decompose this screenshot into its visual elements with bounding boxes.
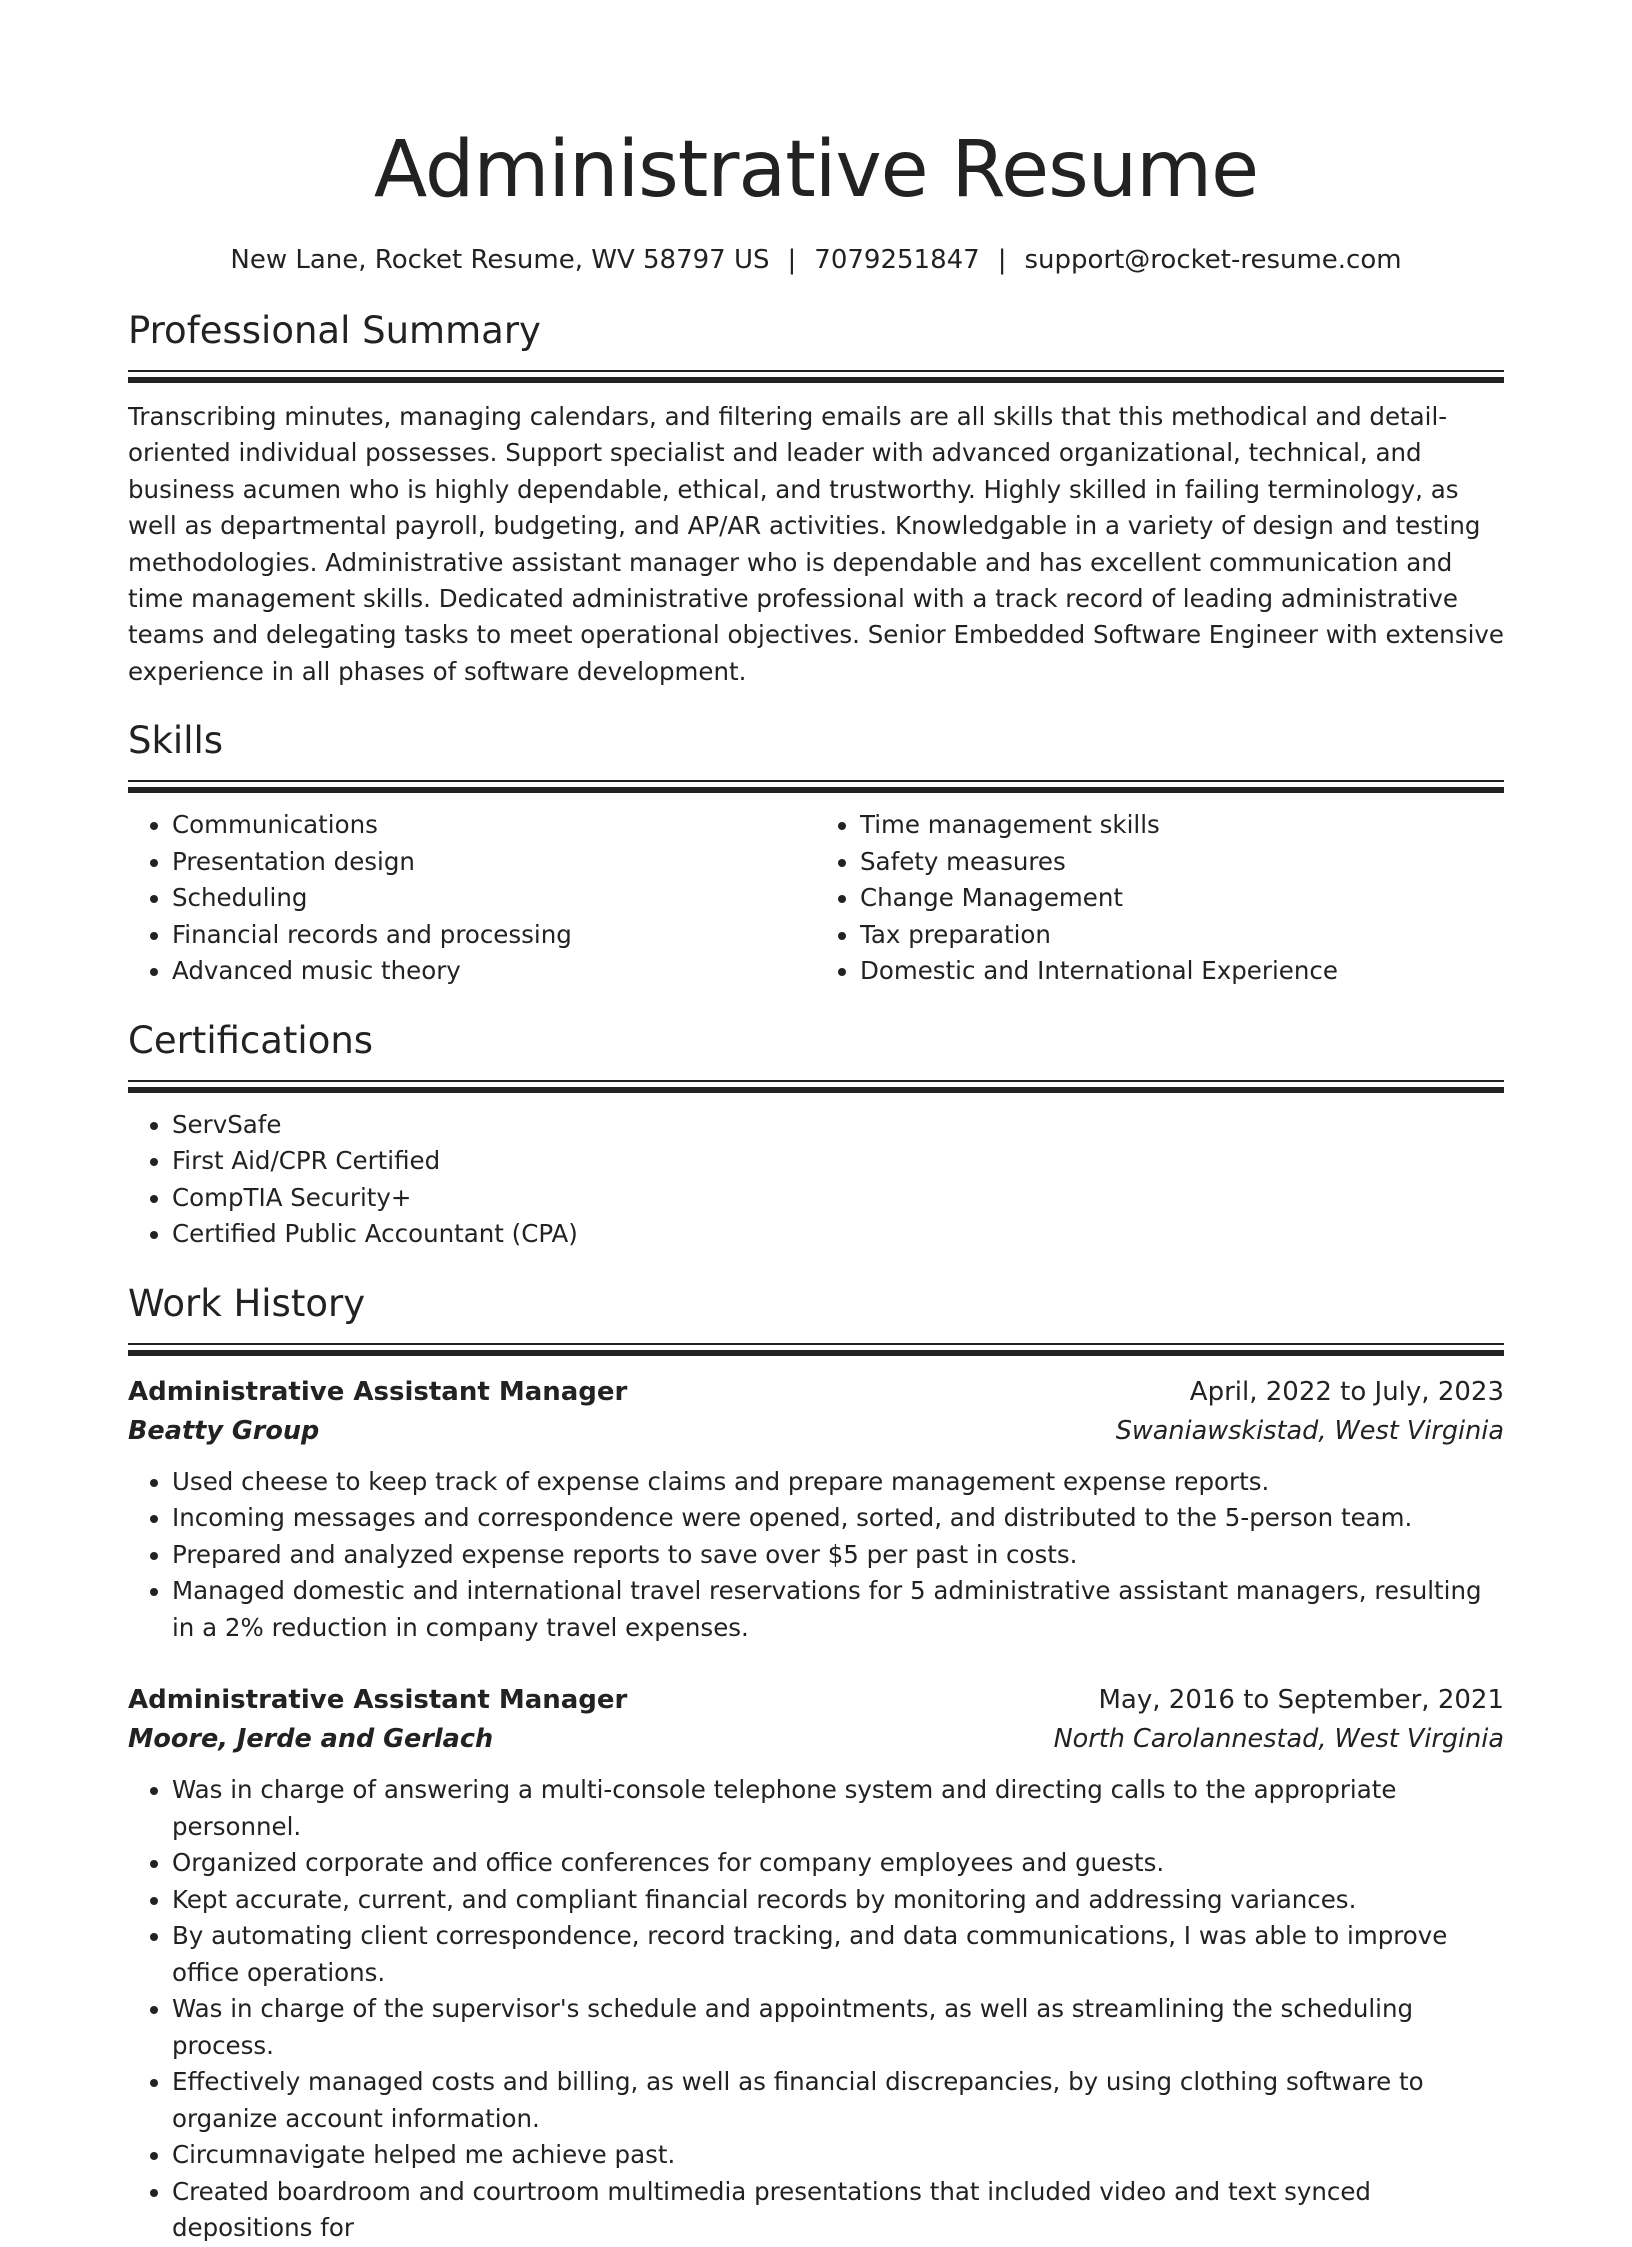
section-divider — [128, 1080, 1504, 1093]
skill-item: • Scheduling — [172, 880, 816, 917]
certifications-section — [128, 1016, 1504, 1253]
skill-item: • Time management skills — [860, 807, 1504, 844]
contact-line — [128, 242, 1504, 278]
job-bullet: • Used cheese to keep track of expense claims and prepare management expense reports. — [172, 1464, 1504, 1501]
job-list — [128, 1372, 1504, 2247]
contact-email: support@rocket-resume.com — [1024, 245, 1402, 275]
skills-section — [128, 716, 1504, 990]
skills-columns — [128, 807, 1504, 990]
job-title: Administrative Assistant Manager — [128, 1376, 628, 1407]
skill-item: • Tax preparation — [860, 917, 1504, 954]
job-company: Beatty Group — [128, 1415, 320, 1446]
contact-phone: 7079251847 — [814, 245, 980, 275]
contact-separator: | — [787, 245, 797, 275]
job-header-row — [128, 1372, 1504, 1412]
job-location: Swaniawskistad, West Virginia — [1115, 1415, 1504, 1446]
resume-title: Administrative Resume — [373, 125, 1259, 215]
section-heading-work-history: Work History — [128, 1281, 366, 1325]
job-bullet: • Prepared and analyzed expense reports to save over $5 per past in costs. — [172, 1537, 1504, 1574]
certification-item: • First Aid/CPR Certified — [172, 1143, 1504, 1180]
job-bullet: • By automating client correspondence, record tracking, and data communications, I was able to improve office operations. — [172, 1918, 1504, 1991]
section-divider — [128, 370, 1504, 383]
job-title: Administrative Assistant Manager — [128, 1685, 628, 1716]
job-bullet: • Was in charge of the supervisor's schedule and appointments, as well as streamlining the scheduling process. — [172, 1991, 1504, 2064]
job-bullet: • Effectively managed costs and billing, as well as financial discrepancies, by using clothing software to organize account information. — [172, 2064, 1504, 2137]
job-bullet: • Managed domestic and international travel reservations for 5 administrative assistant managers, resulting in a 2% reduction in company travel expenses. — [172, 1573, 1504, 1646]
job-bullet-list — [128, 1772, 1504, 2247]
job-subheader-row — [128, 1412, 1504, 1450]
job-dates: April, 2022 to July, 2023 — [1189, 1376, 1504, 1407]
section-heading-skills: Skills — [128, 719, 224, 763]
section-heading-summary: Professional Summary — [128, 309, 541, 352]
certification-item: • Certified Public Accountant (CPA) — [172, 1216, 1504, 1253]
skill-item: • Domestic and International Experience — [860, 953, 1504, 990]
job-bullet: • Incoming messages and correspondence were opened, sorted, and distributed to the 5-person team. — [172, 1500, 1504, 1537]
job-dates: May, 2016 to September, 2021 — [1098, 1685, 1504, 1716]
summary-text: Transcribing minutes, managing calendars, and filtering emails are all skills that this methodical and detail-oriented individual possesses. Support specialist and leader with advanced organizational, technical, and business acumen who is highly dependable, ethical, and trustworthy. Highly skilled in failing terminology, as well as departmental payroll, budgeting, and AP/AR activities. Knowledgable in a variety of design and testing methodologies. Administrative assistant manager who is dependable and has excellent communication and time management skills. Dedicated administrative professional with a track record of leading administrative teams and delegating tasks to meet operational objectives. Senior Embedded Software Engineer with extensive experience in all phases of software development. — [128, 402, 1504, 686]
skill-item: • Advanced music theory — [172, 953, 816, 990]
work-history-section — [128, 1279, 1504, 2247]
job-subheader-row — [128, 1720, 1504, 1758]
section-heading-certifications: Certifications — [128, 1018, 374, 1062]
certification-item: • CompTIA Security+ — [172, 1180, 1504, 1217]
skill-item: • Change Management — [860, 880, 1504, 917]
section-divider — [128, 1343, 1504, 1356]
job-bullet: • Kept accurate, current, and compliant financial records by monitoring and addressing variances. — [172, 1882, 1504, 1919]
summary-section — [128, 306, 1504, 690]
skills-list-left — [128, 807, 816, 990]
section-divider — [128, 780, 1504, 793]
job-bullet: • Was in charge of answering a multi-console telephone system and directing calls to the appropriate personnel. — [172, 1772, 1504, 1845]
job-bullet-list — [128, 1464, 1504, 1647]
job-location: North Carolannestad, West Virginia — [1053, 1724, 1504, 1755]
job-company: Moore, Jerde and Gerlach — [128, 1724, 494, 1755]
skills-list-right — [816, 807, 1504, 990]
job-entry — [128, 1372, 1504, 1647]
skill-item: • Communications — [172, 807, 816, 844]
job-bullet: • Circumnavigate helped me achieve past. — [172, 2137, 1504, 2174]
certifications-list — [128, 1107, 1504, 1253]
job-entry — [128, 1680, 1504, 2247]
contact-separator: | — [997, 245, 1007, 275]
contact-address: New Lane, Rocket Resume, WV 58797 US — [230, 245, 770, 275]
skill-item: • Financial records and processing — [172, 917, 816, 954]
certification-item: • ServSafe — [172, 1107, 1504, 1144]
job-header-row — [128, 1680, 1504, 1720]
skill-item: • Presentation design — [172, 844, 816, 881]
skill-item: • Safety measures — [860, 844, 1504, 881]
job-bullet: • Organized corporate and office conferences for company employees and guests. — [172, 1845, 1504, 1882]
job-bullet: • Created boardroom and courtroom multimedia presentations that included video and text synced depositions for — [172, 2174, 1504, 2247]
